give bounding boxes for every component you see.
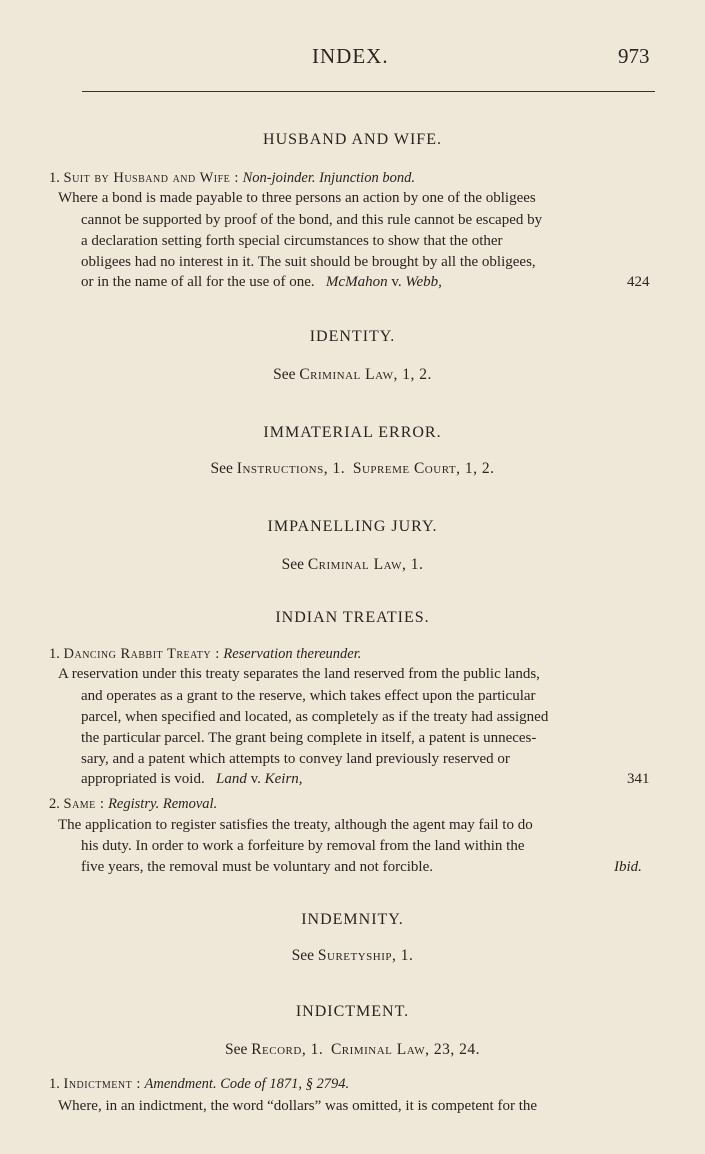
heading-identity: IDENTITY. [309, 328, 396, 345]
cross-reference [0, 1041, 705, 1059]
text-line: The application to register satisfies the treaty, although the agent may fail to do [58, 817, 533, 833]
text-line: A reservation under this treaty separates the land reserved from the public lands, [58, 666, 540, 682]
text-line-with-citation [81, 274, 442, 291]
text-line: sary, and a patent which attempts to convey land previously reserved or [81, 751, 510, 767]
text-line: Where, in an indictment, the word “dollars” was omitted, it is competent for the [58, 1098, 538, 1114]
see-label: See [224, 1041, 248, 1058]
text-line: obligees had no interest in it. The suit should be brought by all the obligees, [81, 254, 536, 270]
text-line: the particular parcel. The grant being complete in itself, a patent is unneces- [81, 730, 537, 746]
case-versus: v. [250, 771, 261, 787]
cross-reference-target: Criminal Law, 1, 2. [299, 366, 432, 383]
running-title: INDEX. [312, 44, 389, 68]
entry-number: 1. [49, 1076, 60, 1092]
case-party: McMahon [325, 274, 388, 290]
cross-reference-target: Supreme Court, 1, 2. [352, 460, 495, 477]
heading-impanelling-jury: IMPANELLING JURY. [267, 518, 438, 535]
cross-reference-target: Criminal Law, 23, 24. [330, 1041, 481, 1058]
text-line: cannot be supported by proof of the bond, and this rule cannot be escaped by [81, 212, 543, 228]
entry-husband-1-title [49, 170, 415, 187]
entry-subject: Dancing Rabbit Treaty : [63, 646, 220, 662]
entry-subject: Same : [63, 796, 105, 812]
entry-topic: Non-joinder. Injunction bond. [242, 170, 415, 186]
header-rule [82, 91, 655, 92]
entry-number: 1. [49, 646, 60, 662]
see-label: See [291, 947, 314, 964]
text-line: parcel, when specified and located, as completely as if the treaty had assigned [81, 709, 549, 725]
page-header [0, 44, 705, 74]
entry-topic: Registry. Removal. [108, 796, 218, 812]
page-number: 973 [618, 44, 650, 68]
text-line: Where a bond is made payable to three persons an action by one of the obligees [58, 190, 536, 206]
text-line-with-citation [81, 771, 303, 788]
cross-reference-target: Instructions, 1. [236, 460, 346, 477]
text-line: and operates as a grant to the reserve, which takes effect upon the particular [81, 688, 536, 704]
cross-reference [0, 366, 705, 384]
entry-subject: Indictment : [63, 1076, 141, 1092]
heading-immaterial-error: IMMATERIAL ERROR. [263, 424, 442, 441]
entry-topic: Amendment. Code of 1871, § 2794. [144, 1076, 350, 1092]
text-fragment: or in the name of all for the use of one. [81, 274, 315, 290]
heading-husband-and-wife: HUSBAND AND WIFE. [263, 131, 442, 148]
cross-reference-target: Criminal Law, 1. [307, 556, 424, 573]
entry-indictment-1-title [49, 1076, 349, 1093]
cross-reference-target: Suretyship, 1. [317, 947, 414, 964]
heading-indian-treaties: INDIAN TREATIES. [275, 609, 430, 626]
see-label: See [273, 366, 296, 383]
entry-indian-2-title [49, 796, 217, 813]
case-versus: v. [391, 274, 402, 290]
cross-reference [0, 947, 705, 965]
entry-number: 1. [49, 170, 60, 186]
cross-reference-target: Record, 1. [251, 1041, 324, 1058]
entry-subject: Suit by Husband and Wife : [63, 170, 239, 186]
page-reference: 424 [627, 274, 650, 290]
entry-topic: Reservation thereunder. [223, 646, 362, 662]
case-party: Keirn, [264, 771, 303, 787]
text-line: a declaration setting forth special circumstances to show that the other [81, 233, 503, 249]
page-reference: Ibid. [614, 859, 642, 875]
cross-reference [0, 556, 705, 574]
case-party: Land [215, 771, 247, 787]
case-party: Webb, [405, 274, 442, 290]
cross-reference [0, 460, 705, 478]
text-line: five years, the removal must be voluntary and not forcible. [81, 859, 433, 875]
entry-number: 2. [49, 796, 60, 812]
text-fragment: appropriated is void. [81, 771, 205, 787]
page-reference: 341 [627, 771, 650, 787]
heading-indemnity: INDEMNITY. [301, 911, 404, 928]
see-label: See [210, 460, 233, 477]
entry-indian-1-title [49, 646, 361, 663]
see-label: See [281, 556, 304, 573]
text-line: his duty. In order to work a forfeiture by removal from the land within the [81, 838, 525, 854]
heading-indictment: INDICTMENT. [295, 1003, 410, 1020]
